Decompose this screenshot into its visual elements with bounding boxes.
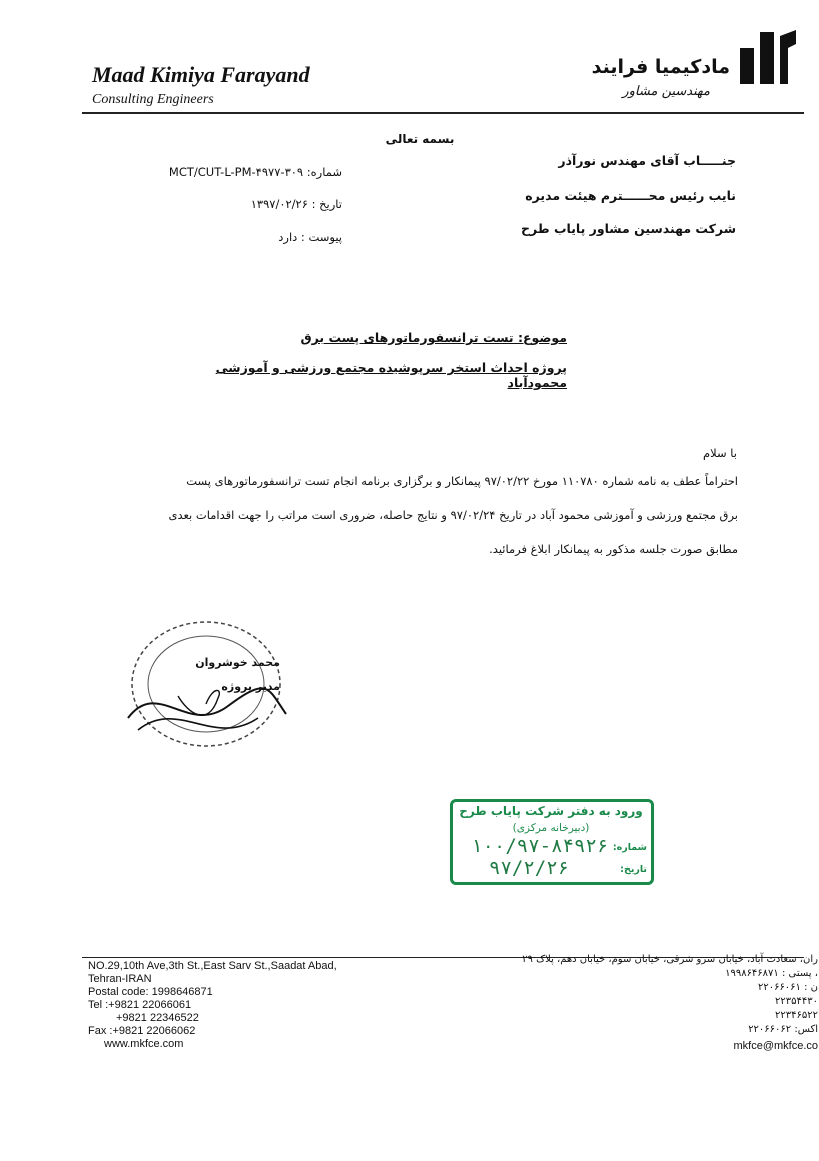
footer-tel-fa-2: ۲۲۳۵۴۴۳۰ <box>775 996 818 1007</box>
signatory-role: مدیر پروژه <box>221 680 280 693</box>
footer-fax-fa: اکس: ۲۲۰۶۶۰۶۲ <box>748 1024 818 1035</box>
stamp-date-value: ۹۷/۲/۲۶ <box>489 857 570 879</box>
stamp-number-label: شماره: <box>612 842 647 853</box>
recipient-line-2: نایب رئیس محــــــترم هیئت مدیره <box>525 188 736 203</box>
invocation: بسمه تعالی <box>385 132 455 146</box>
letter-date: تاریخ : ۱۳۹۷/۰۲/۲۶ <box>250 197 342 211</box>
stamp-title: ورود به دفتر شرکت پایاب طرح <box>459 804 643 818</box>
body-line-3: مطابق صورت جلسه مذکور به پیمانکار ابلاغ فرمائید. <box>489 542 738 556</box>
subject-line-2: پروژه احداث استخر سرپوشیده مجتمع ورزشی و آموزشی محمودآباد <box>215 360 567 390</box>
company-name-fa: مادکیمیا فرایند <box>591 56 730 78</box>
letter-number: شماره: ۳۰۹-MCT/CUT-L-PM-۴۹۷۷ <box>168 165 342 179</box>
recipient-line-3: شرکت مهندسین مشاور پایاب طرح <box>521 221 736 236</box>
recipient-line-1: جنـــــاب آقای مهندس نورآذر <box>558 153 736 168</box>
body-line-2: برق مجتمع ورزشی و آموزشی محمود آباد در تاریخ ۹۷/۰۲/۲۴ و نتایج حاصله، ضروری است مراتب را جهت اقدامات بعدی <box>168 508 738 522</box>
footer-postal-fa: ، پستی : ۱۹۹۸۶۴۶۸۷۱ <box>725 968 818 979</box>
signatory-name: محمد خوشروان <box>195 656 280 669</box>
body-line-1: احتراماً عطف به نامه شماره ۱۱۰۷۸۰ مورخ ۹۷/۰۲/۲۲ پیمانکار و برگزاری برنامه انجام تست ترانسفورماتورهای پست <box>186 474 738 488</box>
company-subtitle-en: Consulting Engineers <box>92 92 214 107</box>
footer-fax: Fax :+9821 22066062 <box>88 1025 196 1037</box>
footer-tel-2: +9821 22346522 <box>116 1012 199 1024</box>
footer-tel-1: Tel :+9821 22066061 <box>88 999 192 1011</box>
footer-website: www.mkfce.com <box>104 1038 184 1050</box>
company-logo-icon <box>736 28 798 86</box>
footer-tel-fa-1: ن : ۲۲۰۶۶۰۶۱ <box>757 982 818 993</box>
letter-attachment: پیوست : دارد <box>278 230 342 244</box>
footer-postal-code: Postal code: 1998646871 <box>88 986 213 998</box>
stamp-number-value: ۱۰۰/۹۷-۸۴۹۲۶ <box>471 835 609 857</box>
subject-line-1: موضوع: تست ترانسفورماتورهای پست برق <box>300 330 567 345</box>
footer-email: mkfce@mkfce.co <box>733 1040 818 1052</box>
greeting: با سلام <box>703 446 737 460</box>
stamp-date-label: تاریخ: <box>620 864 647 875</box>
header-divider <box>82 112 804 114</box>
company-subtitle-fa: مهندسین مشاور <box>622 84 710 99</box>
stamp-subtitle: (دبیرخانه مرکزی) <box>512 822 590 834</box>
footer-address-en-2: Tehran-IRAN <box>88 973 152 985</box>
receipt-stamp <box>450 799 654 885</box>
company-name-en: Maad Kimiya Farayand <box>92 62 310 87</box>
footer-tel-fa-3: ۲۲۳۴۶۵۲۲ <box>775 1010 818 1021</box>
footer-address-en-1: NO.29,10th Ave,3th St.,East Sarv St.,Saadat Abad, <box>88 960 337 972</box>
footer-address-fa: ران، سعادت آباد، خیابان سرو شرقی، خیابان سوم، خیابان دهم، پلاک ۲۹ <box>522 954 818 965</box>
